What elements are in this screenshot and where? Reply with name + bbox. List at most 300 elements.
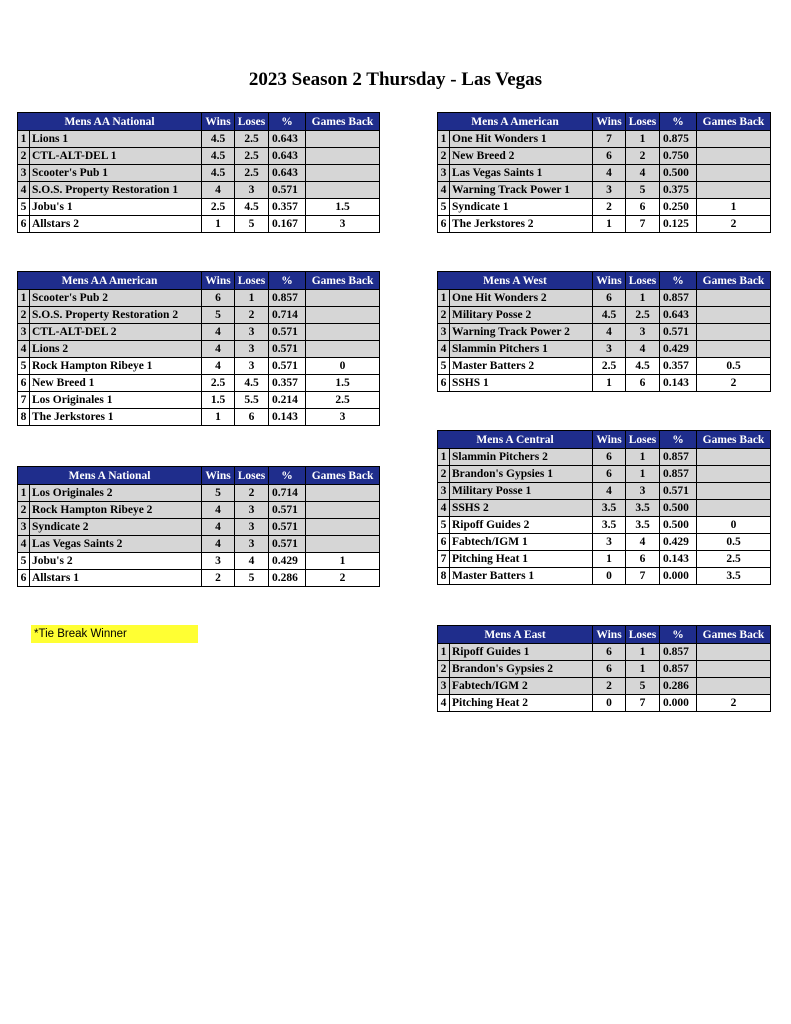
games-back-cell: 0.5 [697,534,771,551]
games-back-header: Games Back [697,113,771,131]
wins-cell: 1 [202,409,235,426]
loses-cell: 4 [235,553,269,570]
wins-cell: 6 [593,148,626,165]
rank-cell: 1 [18,485,30,502]
team-name-cell: Master Batters 1 [450,568,593,585]
rank-cell: 3 [438,165,450,182]
table-row [18,570,380,587]
pct-cell: 0.375 [660,182,697,199]
team-name-cell: Ripoff Guides 1 [450,644,593,661]
pct-cell: 0.643 [269,165,306,182]
games-back-cell [306,536,380,553]
team-name-cell: CTL-ALT-DEL 1 [30,148,202,165]
wins-cell: 3.5 [593,517,626,534]
table-row [438,449,771,466]
rank-cell: 4 [438,182,450,199]
rank-cell: 1 [438,290,450,307]
wins-header: Wins [593,626,626,644]
games-back-header: Games Back [697,626,771,644]
games-back-header: Games Back [697,431,771,449]
rank-cell: 3 [438,483,450,500]
games-back-cell: 0.5 [697,358,771,375]
wins-cell: 1 [202,216,235,233]
division-name: Mens A West [438,272,593,290]
pct-cell: 0.750 [660,148,697,165]
rank-cell: 3 [438,324,450,341]
rank-cell: 6 [438,534,450,551]
loses-header: Loses [626,431,660,449]
table-row [438,661,771,678]
pct-cell: 0.000 [660,568,697,585]
table-row [18,358,380,375]
table-row [18,182,380,199]
team-name-cell: One Hit Wonders 1 [450,131,593,148]
division-name: Mens AA American [18,272,202,290]
games-back-cell [306,502,380,519]
table-row [438,307,771,324]
wins-header: Wins [202,467,235,485]
loses-cell: 2.5 [235,131,269,148]
team-name-cell: Fabtech/IGM 2 [450,678,593,695]
rank-cell: 2 [438,307,450,324]
wins-cell: 1.5 [202,392,235,409]
table-row [438,375,771,392]
team-name-cell: S.O.S. Property Restoration 2 [30,307,202,324]
pct-cell: 0.643 [269,148,306,165]
loses-cell: 3 [235,324,269,341]
loses-cell: 4.5 [235,375,269,392]
games-back-cell [697,341,771,358]
wins-cell: 6 [202,290,235,307]
loses-cell: 5 [235,570,269,587]
wins-header: Wins [202,272,235,290]
table-header-row [438,431,771,449]
wins-cell: 2.5 [593,358,626,375]
tie-break-note: *Tie Break Winner [31,625,198,643]
games-back-cell [697,131,771,148]
loses-cell: 6 [626,551,660,568]
games-back-cell [306,485,380,502]
team-name-cell: Lions 2 [30,341,202,358]
wins-cell: 7 [593,131,626,148]
wins-cell: 2 [593,678,626,695]
rank-cell: 3 [18,165,30,182]
rank-cell: 4 [18,182,30,199]
team-name-cell: Scooter's Pub 2 [30,290,202,307]
rank-cell: 4 [438,695,450,712]
pct-header: % [660,626,697,644]
team-name-cell: Los Originales 2 [30,485,202,502]
wins-header: Wins [593,272,626,290]
games-back-cell [306,165,380,182]
table-row [438,466,771,483]
table-row [18,409,380,426]
table-row [438,644,771,661]
team-name-cell: Brandon's Gypsies 1 [450,466,593,483]
pct-cell: 0.714 [269,307,306,324]
team-name-cell: New Breed 2 [450,148,593,165]
loses-cell: 5 [235,216,269,233]
games-back-cell [306,341,380,358]
games-back-cell: 2.5 [306,392,380,409]
wins-cell: 4 [593,324,626,341]
team-name-cell: Jobu's 2 [30,553,202,570]
pct-cell: 0.357 [269,375,306,392]
games-back-header: Games Back [306,467,380,485]
table-row [438,148,771,165]
table-row [438,500,771,517]
table-row [438,517,771,534]
wins-cell: 4 [202,341,235,358]
pct-cell: 0.143 [660,375,697,392]
team-name-cell: Jobu's 1 [30,199,202,216]
wins-cell: 2 [593,199,626,216]
loses-cell: 7 [626,695,660,712]
games-back-cell: 2 [697,216,771,233]
rank-cell: 8 [18,409,30,426]
loses-cell: 3.5 [626,517,660,534]
division-name: Mens A American [438,113,593,131]
games-back-cell [697,324,771,341]
team-name-cell: Allstars 1 [30,570,202,587]
team-name-cell: Warning Track Power 1 [450,182,593,199]
loses-cell: 1 [626,466,660,483]
loses-cell: 3 [626,483,660,500]
wins-cell: 0 [593,568,626,585]
table-row [18,502,380,519]
rank-cell: 7 [18,392,30,409]
team-name-cell: The Jerkstores 2 [450,216,593,233]
table-row [18,341,380,358]
rank-cell: 2 [18,307,30,324]
rank-cell: 2 [18,148,30,165]
pct-cell: 0.643 [660,307,697,324]
wins-header: Wins [202,113,235,131]
pct-cell: 0.571 [269,536,306,553]
games-back-cell: 3 [306,409,380,426]
page-title: 2023 Season 2 Thursday - Las Vegas [248,69,543,90]
pct-cell: 0.429 [269,553,306,570]
loses-cell: 3 [235,182,269,199]
team-name-cell: One Hit Wonders 2 [450,290,593,307]
team-name-cell: Scooter's Pub 1 [30,165,202,182]
team-name-cell: Pitching Heat 2 [450,695,593,712]
games-back-cell: 1.5 [306,375,380,392]
games-back-cell [697,307,771,324]
team-name-cell: Military Posse 1 [450,483,593,500]
pct-cell: 0.000 [660,695,697,712]
loses-cell: 3 [626,324,660,341]
table-row [18,131,380,148]
rank-cell: 5 [438,358,450,375]
rank-cell: 5 [438,199,450,216]
rank-cell: 5 [18,553,30,570]
wins-cell: 3 [593,341,626,358]
standings-table [437,271,771,392]
wins-cell: 3 [202,553,235,570]
loses-cell: 2 [235,307,269,324]
pct-cell: 0.571 [269,324,306,341]
wins-cell: 2.5 [202,375,235,392]
standings-table [437,625,771,712]
games-back-cell [306,182,380,199]
team-name-cell: Rock Hampton Ribeye 2 [30,502,202,519]
wins-cell: 1 [593,551,626,568]
team-name-cell: Slammin Pitchers 1 [450,341,593,358]
games-back-cell: 0 [306,358,380,375]
table-row [438,131,771,148]
pct-cell: 0.857 [269,290,306,307]
team-name-cell: The Jerkstores 1 [30,409,202,426]
wins-cell: 4.5 [202,131,235,148]
games-back-header: Games Back [697,272,771,290]
loses-cell: 2.5 [235,165,269,182]
games-back-cell: 2.5 [697,551,771,568]
games-back-cell: 1.5 [306,199,380,216]
loses-header: Loses [235,113,269,131]
table-row [18,392,380,409]
games-back-cell: 1 [306,553,380,570]
games-back-cell: 2 [697,375,771,392]
rank-cell: 4 [438,500,450,517]
loses-header: Loses [626,113,660,131]
wins-cell: 1 [593,216,626,233]
table-row [18,290,380,307]
table-header-row [18,113,380,131]
table-row [438,483,771,500]
pct-cell: 0.357 [660,358,697,375]
rank-cell: 5 [18,199,30,216]
loses-cell: 3 [235,536,269,553]
loses-cell: 1 [626,131,660,148]
team-name-cell: S.O.S. Property Restoration 1 [30,182,202,199]
rank-cell: 5 [438,517,450,534]
games-back-cell [697,165,771,182]
wins-cell: 4 [202,519,235,536]
team-name-cell: SSHS 1 [450,375,593,392]
rank-cell: 1 [18,131,30,148]
wins-cell: 4 [202,182,235,199]
team-name-cell: Ripoff Guides 2 [450,517,593,534]
games-back-cell [697,483,771,500]
team-name-cell: Las Vegas Saints 2 [30,536,202,553]
rank-cell: 2 [438,466,450,483]
division-name: Mens A East [438,626,593,644]
pct-cell: 0.857 [660,644,697,661]
pct-cell: 0.357 [269,199,306,216]
pct-cell: 0.571 [269,502,306,519]
rank-cell: 3 [18,519,30,536]
wins-cell: 2 [202,570,235,587]
loses-cell: 5 [626,182,660,199]
table-header-row [18,467,380,485]
pct-cell: 0.167 [269,216,306,233]
pct-cell: 0.500 [660,165,697,182]
wins-cell: 2.5 [202,199,235,216]
rank-cell: 1 [438,644,450,661]
loses-cell: 6 [626,199,660,216]
rank-cell: 6 [438,375,450,392]
rank-cell: 1 [18,290,30,307]
loses-cell: 3 [235,341,269,358]
table-row [438,341,771,358]
loses-cell: 4.5 [626,358,660,375]
team-name-cell: Rock Hampton Ribeye 1 [30,358,202,375]
rank-cell: 4 [18,341,30,358]
games-back-cell [697,678,771,695]
loses-header: Loses [626,272,660,290]
pct-cell: 0.857 [660,661,697,678]
pct-header: % [269,113,306,131]
loses-cell: 1 [626,290,660,307]
loses-cell: 3 [235,358,269,375]
loses-cell: 5 [626,678,660,695]
team-name-cell: Syndicate 2 [30,519,202,536]
loses-cell: 2.5 [235,148,269,165]
standings-table [17,271,380,426]
table-header-row [438,626,771,644]
pct-cell: 0.286 [269,570,306,587]
loses-cell: 1 [235,290,269,307]
wins-cell: 6 [593,466,626,483]
team-name-cell: Brandon's Gypsies 2 [450,661,593,678]
pct-cell: 0.571 [269,358,306,375]
team-name-cell: SSHS 2 [450,500,593,517]
team-name-cell: Warning Track Power 2 [450,324,593,341]
table-row [438,678,771,695]
games-back-cell: 1 [697,199,771,216]
pct-header: % [269,272,306,290]
team-name-cell: Los Originales 1 [30,392,202,409]
pct-cell: 0.643 [269,131,306,148]
loses-cell: 2 [626,148,660,165]
table-row [18,375,380,392]
rank-cell: 1 [438,131,450,148]
standings-table [17,112,380,233]
table-header-row [18,272,380,290]
team-name-cell: Allstars 2 [30,216,202,233]
loses-header: Loses [235,272,269,290]
wins-cell: 5 [202,485,235,502]
loses-cell: 2.5 [626,307,660,324]
team-name-cell: Military Posse 2 [450,307,593,324]
pct-cell: 0.571 [269,519,306,536]
games-back-cell [697,644,771,661]
pct-cell: 0.500 [660,500,697,517]
games-back-cell [306,324,380,341]
games-back-cell [306,290,380,307]
games-back-cell [697,148,771,165]
team-name-cell: Fabtech/IGM 1 [450,534,593,551]
table-row [18,324,380,341]
wins-cell: 4 [202,502,235,519]
team-name-cell: CTL-ALT-DEL 2 [30,324,202,341]
rank-cell: 2 [438,148,450,165]
loses-cell: 3 [235,502,269,519]
pct-cell: 0.857 [660,290,697,307]
games-back-cell: 2 [697,695,771,712]
wins-cell: 5 [202,307,235,324]
loses-cell: 4.5 [235,199,269,216]
games-back-cell: 3 [306,216,380,233]
division-name: Mens A Central [438,431,593,449]
table-row [18,519,380,536]
table-row [438,695,771,712]
wins-cell: 4 [593,165,626,182]
table-header-row [438,272,771,290]
table-row [438,324,771,341]
loses-cell: 3.5 [626,500,660,517]
wins-cell: 6 [593,644,626,661]
games-back-cell [697,182,771,199]
table-header-row [438,113,771,131]
pct-cell: 0.500 [660,517,697,534]
pct-cell: 0.571 [660,483,697,500]
rank-cell: 6 [18,570,30,587]
games-back-header: Games Back [306,113,380,131]
table-row [438,534,771,551]
team-name-cell: Las Vegas Saints 1 [450,165,593,182]
loses-cell: 1 [626,449,660,466]
loses-cell: 2 [235,485,269,502]
wins-cell: 0 [593,695,626,712]
table-row [18,485,380,502]
table-row [438,165,771,182]
wins-cell: 6 [593,290,626,307]
team-name-cell: Lions 1 [30,131,202,148]
pct-cell: 0.857 [660,449,697,466]
pct-cell: 0.250 [660,199,697,216]
rank-cell: 2 [438,661,450,678]
team-name-cell: Pitching Heat 1 [450,551,593,568]
loses-cell: 6 [626,375,660,392]
pct-cell: 0.571 [269,182,306,199]
rank-cell: 3 [438,678,450,695]
pct-header: % [660,272,697,290]
pct-cell: 0.286 [660,678,697,695]
standings-table [17,466,380,587]
table-row [438,199,771,216]
pct-cell: 0.857 [660,466,697,483]
team-name-cell: Syndicate 1 [450,199,593,216]
table-row [18,165,380,182]
rank-cell: 1 [438,449,450,466]
wins-cell: 4.5 [202,148,235,165]
pct-header: % [269,467,306,485]
wins-cell: 3 [593,182,626,199]
games-back-cell [306,131,380,148]
wins-cell: 4 [202,536,235,553]
wins-cell: 4 [202,324,235,341]
wins-header: Wins [593,431,626,449]
rank-cell: 5 [18,358,30,375]
games-back-cell [697,661,771,678]
loses-cell: 7 [626,216,660,233]
rank-cell: 4 [18,536,30,553]
pct-cell: 0.429 [660,534,697,551]
games-back-cell [697,500,771,517]
rank-cell: 6 [18,375,30,392]
games-back-cell: 2 [306,570,380,587]
loses-cell: 7 [626,568,660,585]
games-back-cell: 0 [697,517,771,534]
team-name-cell: New Breed 1 [30,375,202,392]
pct-header: % [660,113,697,131]
loses-cell: 5.5 [235,392,269,409]
wins-header: Wins [593,113,626,131]
loses-cell: 4 [626,165,660,182]
table-row [438,568,771,585]
